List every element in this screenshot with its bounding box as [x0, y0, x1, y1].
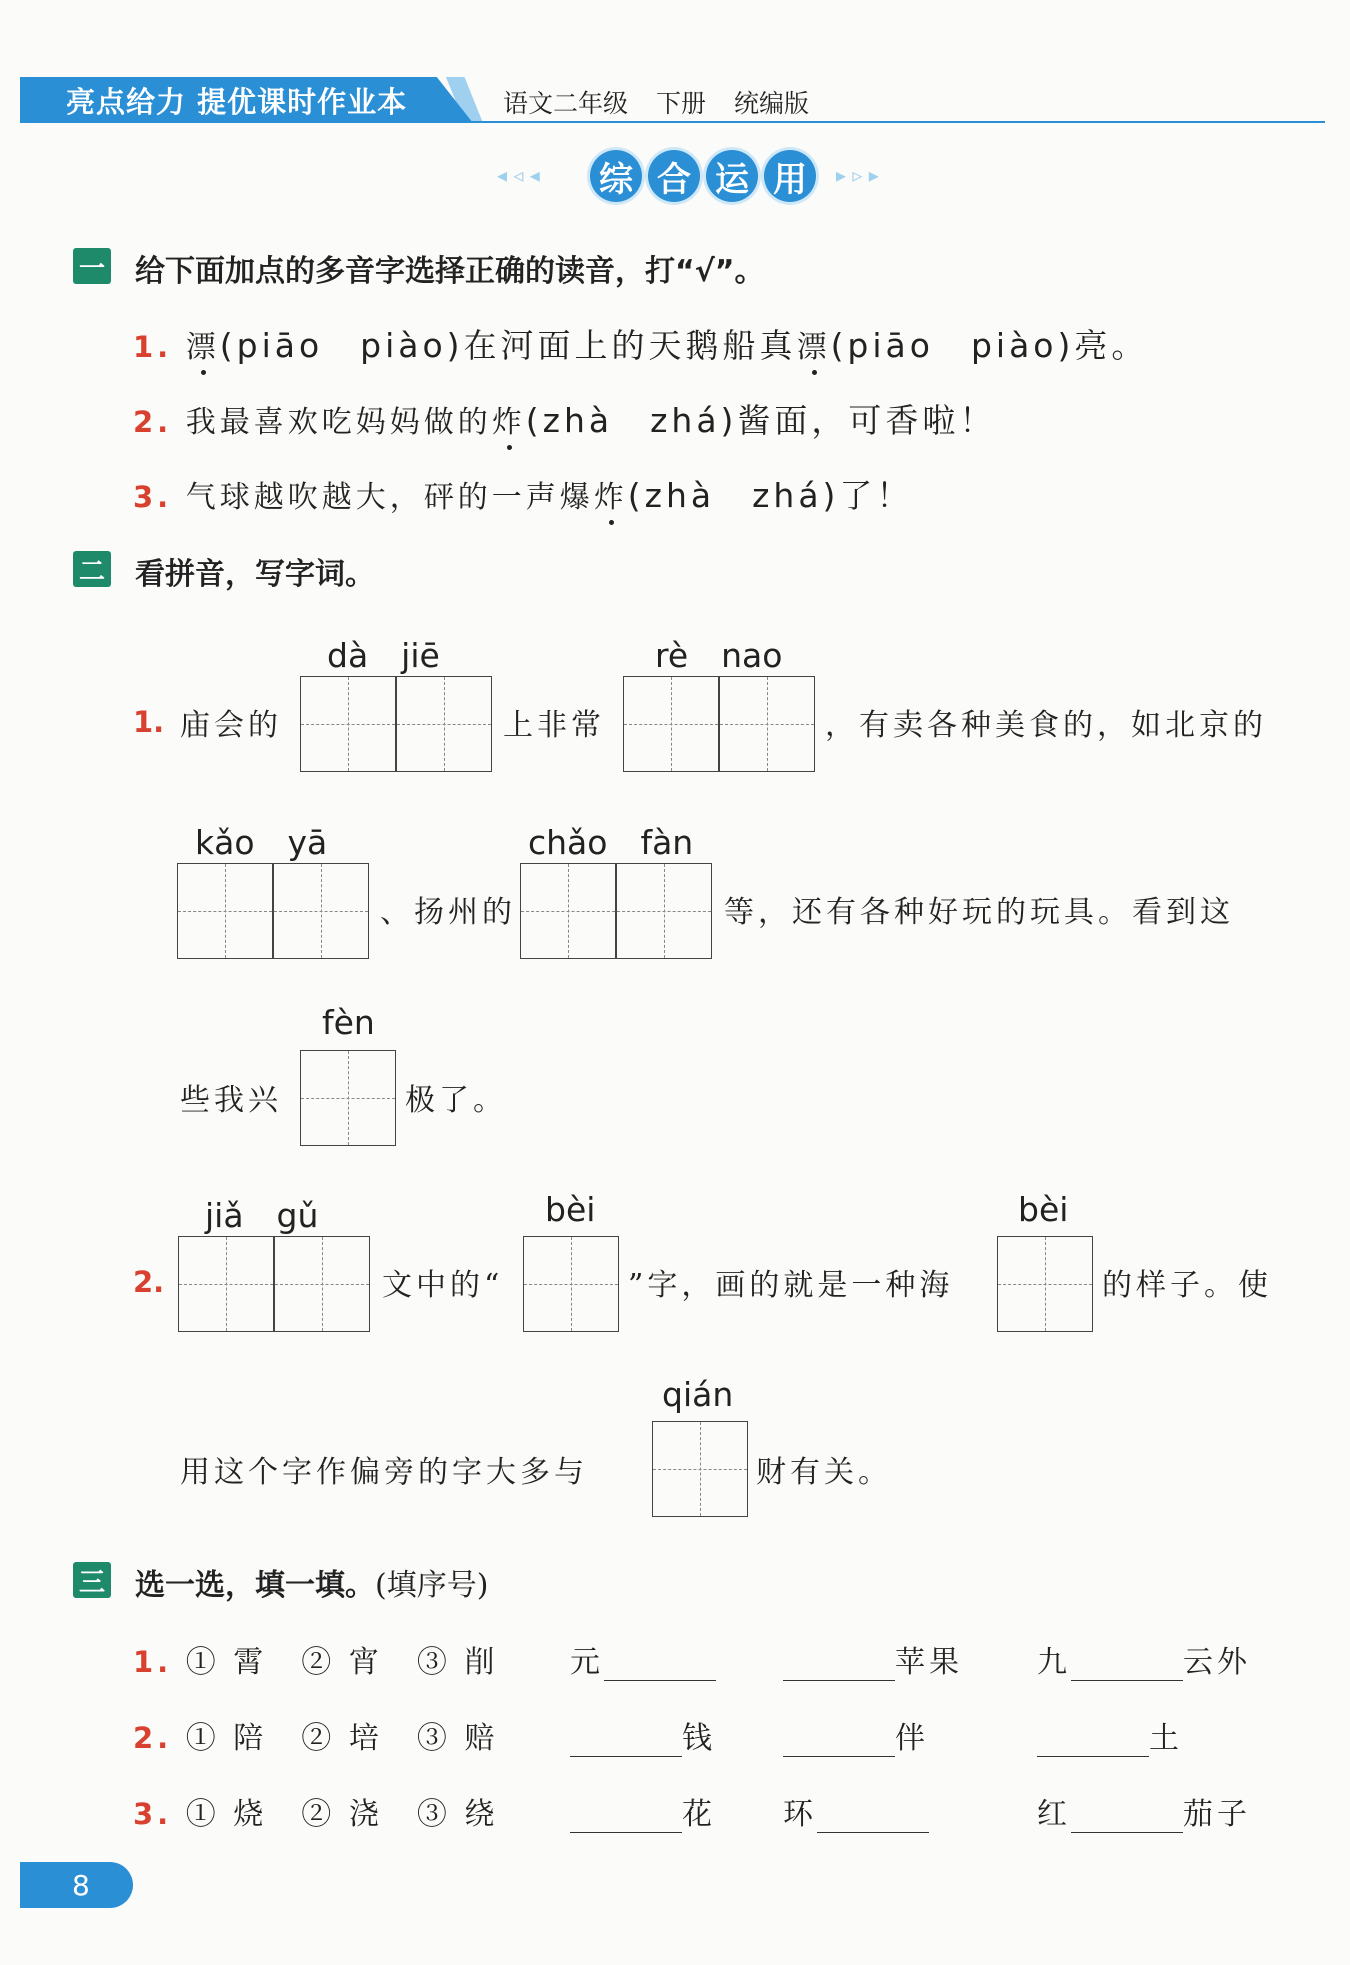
section-3-title-text: 选一选，填一填。 — [135, 1568, 375, 1603]
writing-box[interactable] — [177, 863, 273, 959]
item-number: 2. — [133, 1265, 165, 1299]
pinyin-choice[interactable]: (piāo piào)在河面上的天鹅船真 — [219, 326, 797, 365]
dotted-char: 漂 — [185, 330, 220, 365]
section-2-icon: 二 — [73, 551, 111, 587]
pinyin-kaoya: kǎo yā — [195, 823, 328, 862]
banner-left-arrows: ◂ ◃ ◂ — [497, 163, 540, 187]
sentence-text: 、扬州的 — [380, 895, 516, 930]
word-part: 苹果 — [895, 1645, 963, 1680]
edition-label: 统编版 — [734, 89, 810, 118]
writing-box[interactable] — [520, 863, 616, 959]
fill-2c — [1037, 1713, 1183, 1757]
word-part: 钱 — [682, 1721, 716, 1756]
pinyin-fen: fèn — [322, 1003, 375, 1042]
answer-blank[interactable] — [570, 1726, 682, 1757]
sentence-text: 些我兴 — [180, 1083, 282, 1118]
writing-box[interactable] — [300, 676, 396, 772]
fill-3a — [570, 1789, 716, 1833]
section-banner — [590, 150, 816, 202]
s3-row-1 — [133, 1637, 498, 1681]
pinyin-dajie: dà jiē — [327, 636, 440, 675]
banner-char: 合 — [648, 150, 700, 202]
pinyin-choice[interactable]: (zhà zhá)酱面，可香啦！ — [525, 401, 997, 440]
item-number: 1. — [133, 330, 173, 364]
item-number: 3. — [133, 480, 173, 514]
s1-item-2 — [133, 395, 996, 442]
banner-right-arrows: ▸ ▹ ▸ — [836, 163, 879, 187]
item-number: 1. — [133, 705, 165, 739]
word-part: 伴 — [895, 1721, 929, 1756]
options: ① 陪 ② 培 ③ 赔 — [185, 1721, 499, 1756]
fill-2b — [783, 1713, 929, 1757]
word-part: 花 — [682, 1797, 716, 1832]
item-number: 2. — [133, 405, 173, 439]
writing-box[interactable] — [273, 863, 369, 959]
sentence-text: 气球越吹越大，砰的一声爆 — [185, 480, 594, 515]
header-rule — [470, 121, 1325, 123]
s1-item-1 — [133, 320, 1148, 367]
word-part: 红 — [1037, 1797, 1071, 1832]
answer-blank[interactable] — [604, 1650, 716, 1681]
pinyin-renao: rè nao — [655, 636, 783, 675]
s3-row-2 — [133, 1713, 498, 1757]
word-part: 云外 — [1183, 1645, 1251, 1680]
options: ① 霄 ② 宵 ③ 削 — [185, 1645, 499, 1680]
sentence-text: 庙会的 — [180, 708, 282, 743]
writing-box[interactable] — [997, 1236, 1093, 1332]
answer-blank[interactable] — [1037, 1726, 1149, 1757]
fill-1a — [570, 1637, 716, 1681]
writing-box[interactable] — [616, 863, 712, 959]
section-3-title — [135, 1560, 488, 1604]
sentence-text: 极了。 — [405, 1083, 507, 1118]
pinyin-chaofan: chǎo fàn — [528, 823, 694, 862]
writing-box[interactable] — [523, 1236, 619, 1332]
word-part: 茄子 — [1183, 1797, 1251, 1832]
book-info — [503, 84, 837, 120]
writing-box[interactable] — [719, 676, 815, 772]
word-part: 九 — [1037, 1645, 1071, 1680]
item-number: 2. — [133, 1721, 173, 1755]
volume-label: 下册 — [656, 89, 707, 118]
pinyin-choice[interactable]: (piāo piào)亮。 — [830, 326, 1149, 365]
sentence-text: ，有卖各种美食的，如北京的 — [825, 708, 1267, 743]
s1-item-3 — [133, 470, 913, 517]
answer-blank[interactable] — [570, 1802, 682, 1833]
answer-blank[interactable] — [817, 1802, 929, 1833]
fill-3c — [1037, 1789, 1251, 1833]
fill-2a — [570, 1713, 716, 1757]
page-number: 8 — [20, 1862, 133, 1908]
section-3-note: (填序号) — [375, 1568, 489, 1603]
answer-blank[interactable] — [1071, 1802, 1183, 1833]
writing-box[interactable] — [274, 1236, 370, 1332]
pinyin-qian: qián — [662, 1375, 734, 1414]
pinyin-bei: bèi — [545, 1190, 596, 1229]
word-part: 环 — [783, 1797, 817, 1832]
s3-row-3 — [133, 1789, 498, 1833]
writing-box[interactable] — [623, 676, 719, 772]
section-1-icon: 一 — [73, 248, 111, 284]
sentence-text: ”字，画的就是一种海 — [628, 1268, 954, 1303]
writing-box[interactable] — [178, 1236, 274, 1332]
sentence-text: 我最喜欢吃妈妈做的 — [185, 405, 492, 440]
fill-1b — [783, 1637, 963, 1681]
dotted-char: 漂 — [796, 330, 831, 365]
sentence-text: 财有关。 — [756, 1455, 892, 1490]
fill-1c — [1037, 1637, 1251, 1681]
sentence-text: 等，还有各种好玩的玩具。看到这 — [724, 895, 1234, 930]
fill-3b — [783, 1789, 929, 1833]
writing-box[interactable] — [300, 1050, 396, 1146]
dotted-char: 炸 — [593, 480, 628, 515]
word-part: 元 — [570, 1645, 604, 1680]
section-1-title: 给下面加点的多音字选择正确的读音，打“√”。 — [135, 254, 765, 289]
answer-blank[interactable] — [783, 1726, 895, 1757]
pinyin-choice[interactable]: (zhà zhá)了！ — [627, 476, 914, 515]
section-3-icon: 三 — [73, 1562, 111, 1598]
series-title: 亮点给力 提优课时作业本 — [66, 85, 408, 119]
subject-label: 语文二年级 — [503, 89, 629, 118]
dotted-char: 炸 — [491, 405, 526, 440]
answer-blank[interactable] — [1071, 1650, 1183, 1681]
sentence-text: 用这个字作偏旁的字大多与 — [180, 1455, 588, 1490]
banner-char: 用 — [764, 150, 816, 202]
item-number: 1. — [133, 1645, 173, 1679]
pinyin-jiagu: jiǎ gǔ — [205, 1196, 319, 1235]
word-part: 土 — [1149, 1721, 1183, 1756]
options: ① 烧 ② 浇 ③ 绕 — [185, 1797, 499, 1832]
item-number: 3. — [133, 1797, 173, 1831]
writing-box[interactable] — [652, 1421, 748, 1517]
banner-char: 运 — [706, 150, 758, 202]
sentence-text: 文中的“ — [382, 1268, 504, 1303]
section-2-title: 看拼音，写字词。 — [135, 557, 375, 592]
sentence-text: 的样子。使 — [1102, 1268, 1272, 1303]
pinyin-bei: bèi — [1018, 1190, 1069, 1229]
answer-blank[interactable] — [783, 1650, 895, 1681]
banner-char: 综 — [590, 150, 642, 202]
writing-box[interactable] — [396, 676, 492, 772]
sentence-text: 上非常 — [503, 708, 605, 743]
